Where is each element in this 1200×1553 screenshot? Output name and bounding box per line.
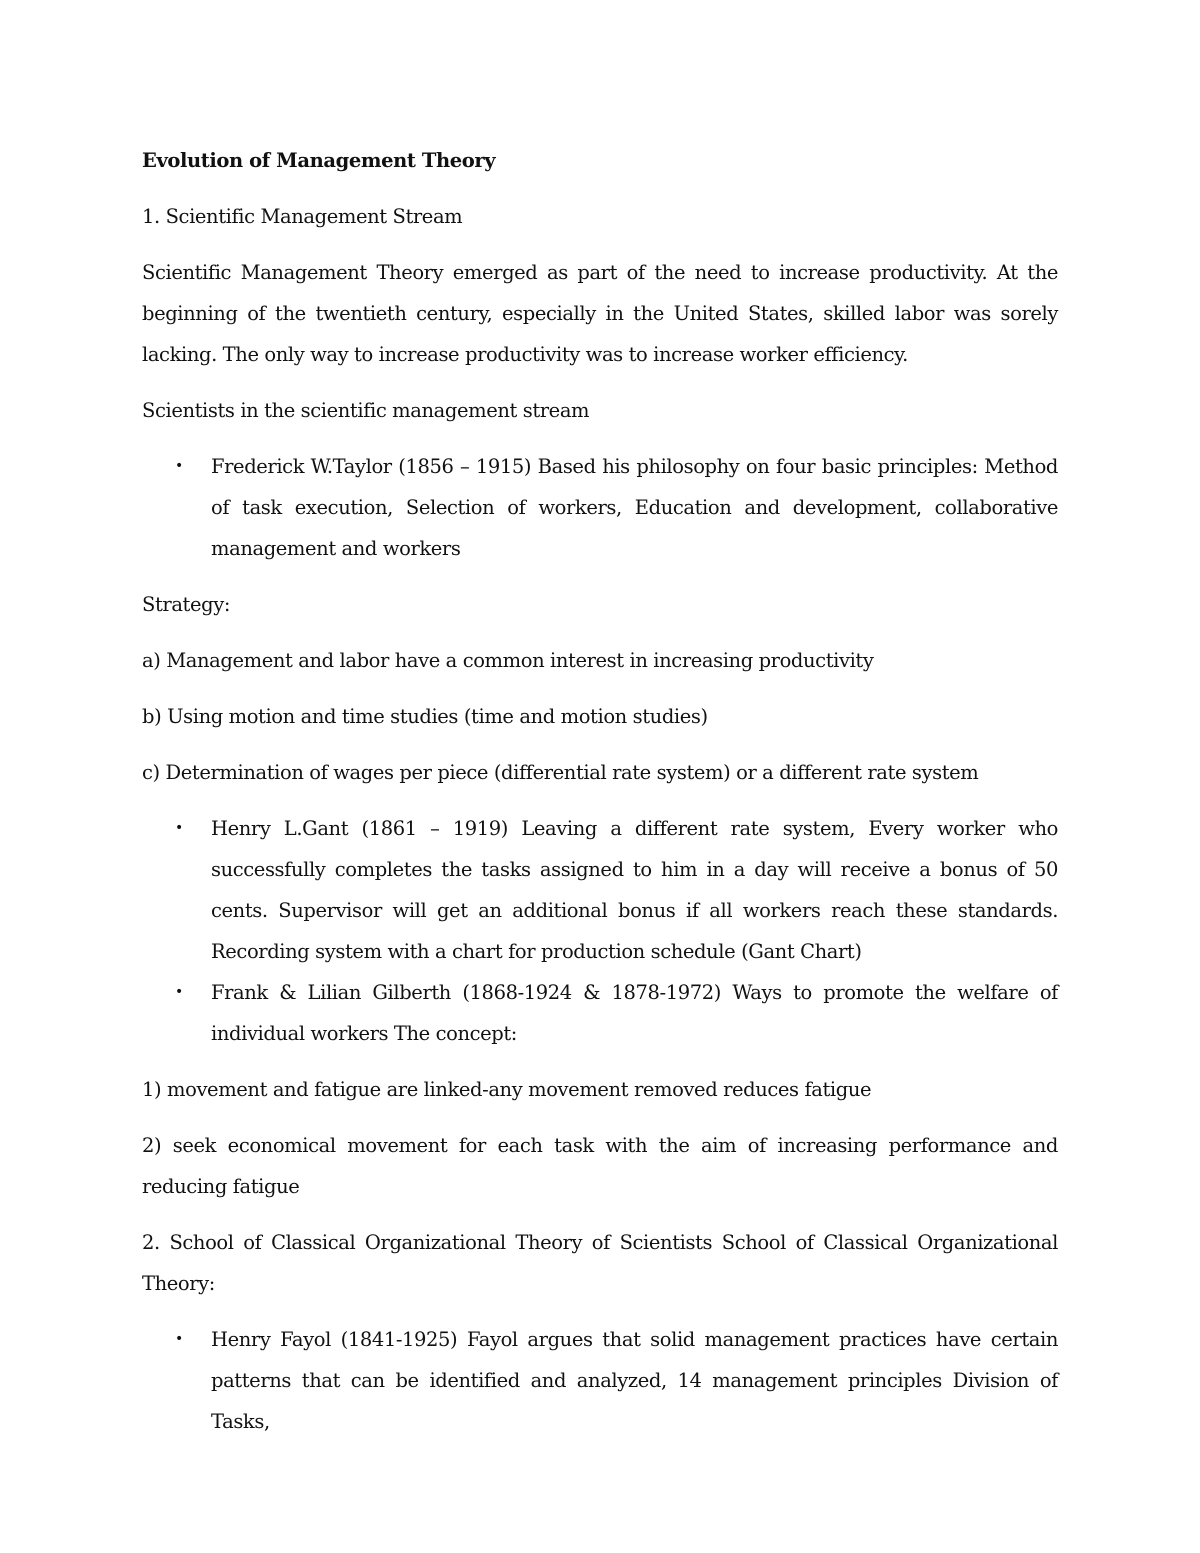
strategy-item-b: b) Using motion and time studies (time and motion studies) <box>142 705 708 728</box>
bullet-list-gant-gilberth <box>142 808 1058 1054</box>
bullet-item-gilberth <box>142 972 1058 1054</box>
bullet-list-taylor <box>142 446 1058 569</box>
bullet-item-gant <box>142 808 1058 972</box>
document-title: Evolution of Management Theory <box>142 149 496 172</box>
bullet-text-fayol: Henry Fayol (1841-1925) Fayol argues that solid management practices have certain patterns that can be identified and analyzed, 14 management principles Division of Tasks, <box>211 1328 1058 1433</box>
bullet-item-taylor <box>142 446 1058 569</box>
concept-item-2: 2) seek economical movement for each task with the aim of increasing performance and reducing fatigue <box>142 1134 1058 1198</box>
bullet-item-fayol <box>142 1319 1058 1442</box>
strategy-item-a: a) Management and labor have a common interest in increasing productivity <box>142 649 874 672</box>
bullet-text-gant: Henry L.Gant (1861 – 1919) Leaving a different rate system, Every worker who successfully completes the tasks assigned to him in a day will receive a bonus of 50 cents. Supervisor will get an additional bonus if all workers reach these standards. Recording system with a chart for production schedule (Gant Chart) <box>211 817 1058 963</box>
section-heading-scientific-management: 1. Scientific Management Stream <box>142 205 463 228</box>
bullet-icon: • <box>175 984 183 1000</box>
strategy-label: Strategy: <box>142 593 230 616</box>
document-page <box>142 140 1058 1457</box>
bullet-text-taylor: Frederick W.Taylor (1856 – 1915) Based his philosophy on four basic principles: Method of task execution, Selection of workers, Education and development, collaborative management and workers <box>211 455 1058 560</box>
bullet-icon: • <box>175 820 183 836</box>
concept-item-1: 1) movement and fatigue are linked-any movement removed reduces fatigue <box>142 1078 872 1101</box>
strategy-item-c: c) Determination of wages per piece (differential rate system) or a different rate system <box>142 761 979 784</box>
bullet-icon: • <box>175 458 183 474</box>
paragraph-scientific-management-intro: Scientific Management Theory emerged as part of the need to increase productivity. At the beginning of the twentieth century, especially in the United States, skilled labor was sorely lacking. The only way to increase productivity was to increase worker efficiency. <box>142 261 1058 366</box>
bullet-icon: • <box>175 1331 183 1347</box>
scientists-heading: Scientists in the scientific management stream <box>142 399 590 422</box>
section-heading-classical-organizational: 2. School of Classical Organizational Theory of Scientists School of Classical Organizational Theory: <box>142 1231 1058 1295</box>
bullet-list-fayol <box>142 1319 1058 1442</box>
bullet-text-gilberth: Frank & Lilian Gilberth (1868-1924 & 1878-1972) Ways to promote the welfare of individual workers The concept: <box>211 981 1058 1045</box>
